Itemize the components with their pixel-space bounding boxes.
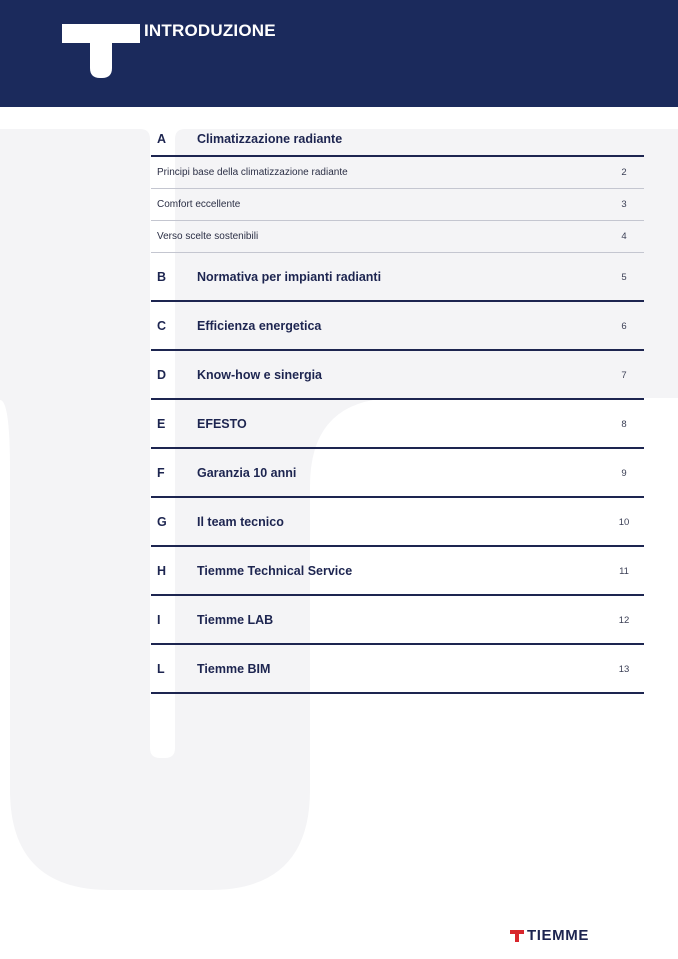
- section-title: Garanzia 10 anni: [197, 465, 297, 480]
- toc-section-row[interactable]: [151, 645, 644, 694]
- toc-subitem-row[interactable]: [151, 189, 644, 221]
- section-letter: D: [157, 367, 167, 382]
- section-letter: H: [157, 563, 167, 578]
- tiemme-logo-icon: [62, 24, 140, 78]
- toc-section-row[interactable]: [151, 302, 644, 351]
- section-page-number: 12: [618, 615, 630, 626]
- section-letter: F: [157, 465, 165, 480]
- section-page-number: 9: [621, 468, 627, 479]
- toc-section-row[interactable]: [151, 351, 644, 400]
- section-page-number: 10: [618, 517, 630, 528]
- section-title: Il team tecnico: [197, 514, 284, 529]
- brand-name: TIEMME: [527, 927, 589, 944]
- section-letter: B: [157, 269, 167, 284]
- section-letter: C: [157, 318, 167, 333]
- toc-subitem-row[interactable]: [151, 221, 644, 253]
- section-title: Normativa per impianti radianti: [197, 269, 382, 284]
- toc-section-row[interactable]: [151, 547, 644, 596]
- section-page-number: [604, 138, 644, 140]
- section-page-number: 11: [619, 566, 629, 577]
- subitem-title: Comfort eccellente: [157, 199, 241, 210]
- section-title: Tiemme Technical Service: [197, 563, 353, 578]
- toc-section-row[interactable]: [151, 596, 644, 645]
- toc-section-row[interactable]: [151, 498, 644, 547]
- toc-section-row[interactable]: [151, 449, 644, 498]
- section-title: Climatizzazione radiante: [197, 132, 343, 146]
- footer-brand: [510, 927, 589, 944]
- toc-section-row[interactable]: [151, 400, 644, 449]
- section-title: EFESTO: [197, 416, 247, 431]
- section-letter: G: [157, 514, 167, 529]
- subitem-page-number: 3: [621, 199, 627, 210]
- section-letter: I: [157, 612, 161, 627]
- section-title: Tiemme BIM: [197, 661, 271, 676]
- section-letter: A: [157, 132, 167, 146]
- subitem-page-number: 2: [621, 167, 627, 178]
- section-letter: E: [157, 416, 166, 431]
- page-title: INTRODUZIONE: [144, 21, 276, 40]
- section-page-number: 13: [618, 664, 630, 675]
- tiemme-logo-small-icon: [510, 930, 524, 942]
- section-title: Tiemme LAB: [197, 612, 274, 627]
- section-page-number: 7: [621, 370, 627, 381]
- toc-subitem-row[interactable]: [151, 157, 644, 189]
- section-page-number: 6: [621, 321, 627, 332]
- toc-section-row[interactable]: [151, 123, 644, 157]
- section-letter: L: [157, 661, 165, 676]
- section-page-number: 5: [621, 272, 627, 283]
- section-title: Know-how e sinergia: [197, 367, 323, 382]
- table-of-contents: [151, 123, 644, 694]
- section-title: Efficienza energetica: [197, 318, 322, 333]
- toc-section-row[interactable]: [151, 253, 644, 302]
- section-page-number: 8: [621, 419, 627, 430]
- subitem-title: Principi base della climatizzazione radiante: [157, 167, 348, 178]
- subitem-title: Verso scelte sostenibili: [157, 231, 259, 242]
- header-band: [0, 0, 678, 107]
- subitem-page-number: 4: [621, 231, 627, 242]
